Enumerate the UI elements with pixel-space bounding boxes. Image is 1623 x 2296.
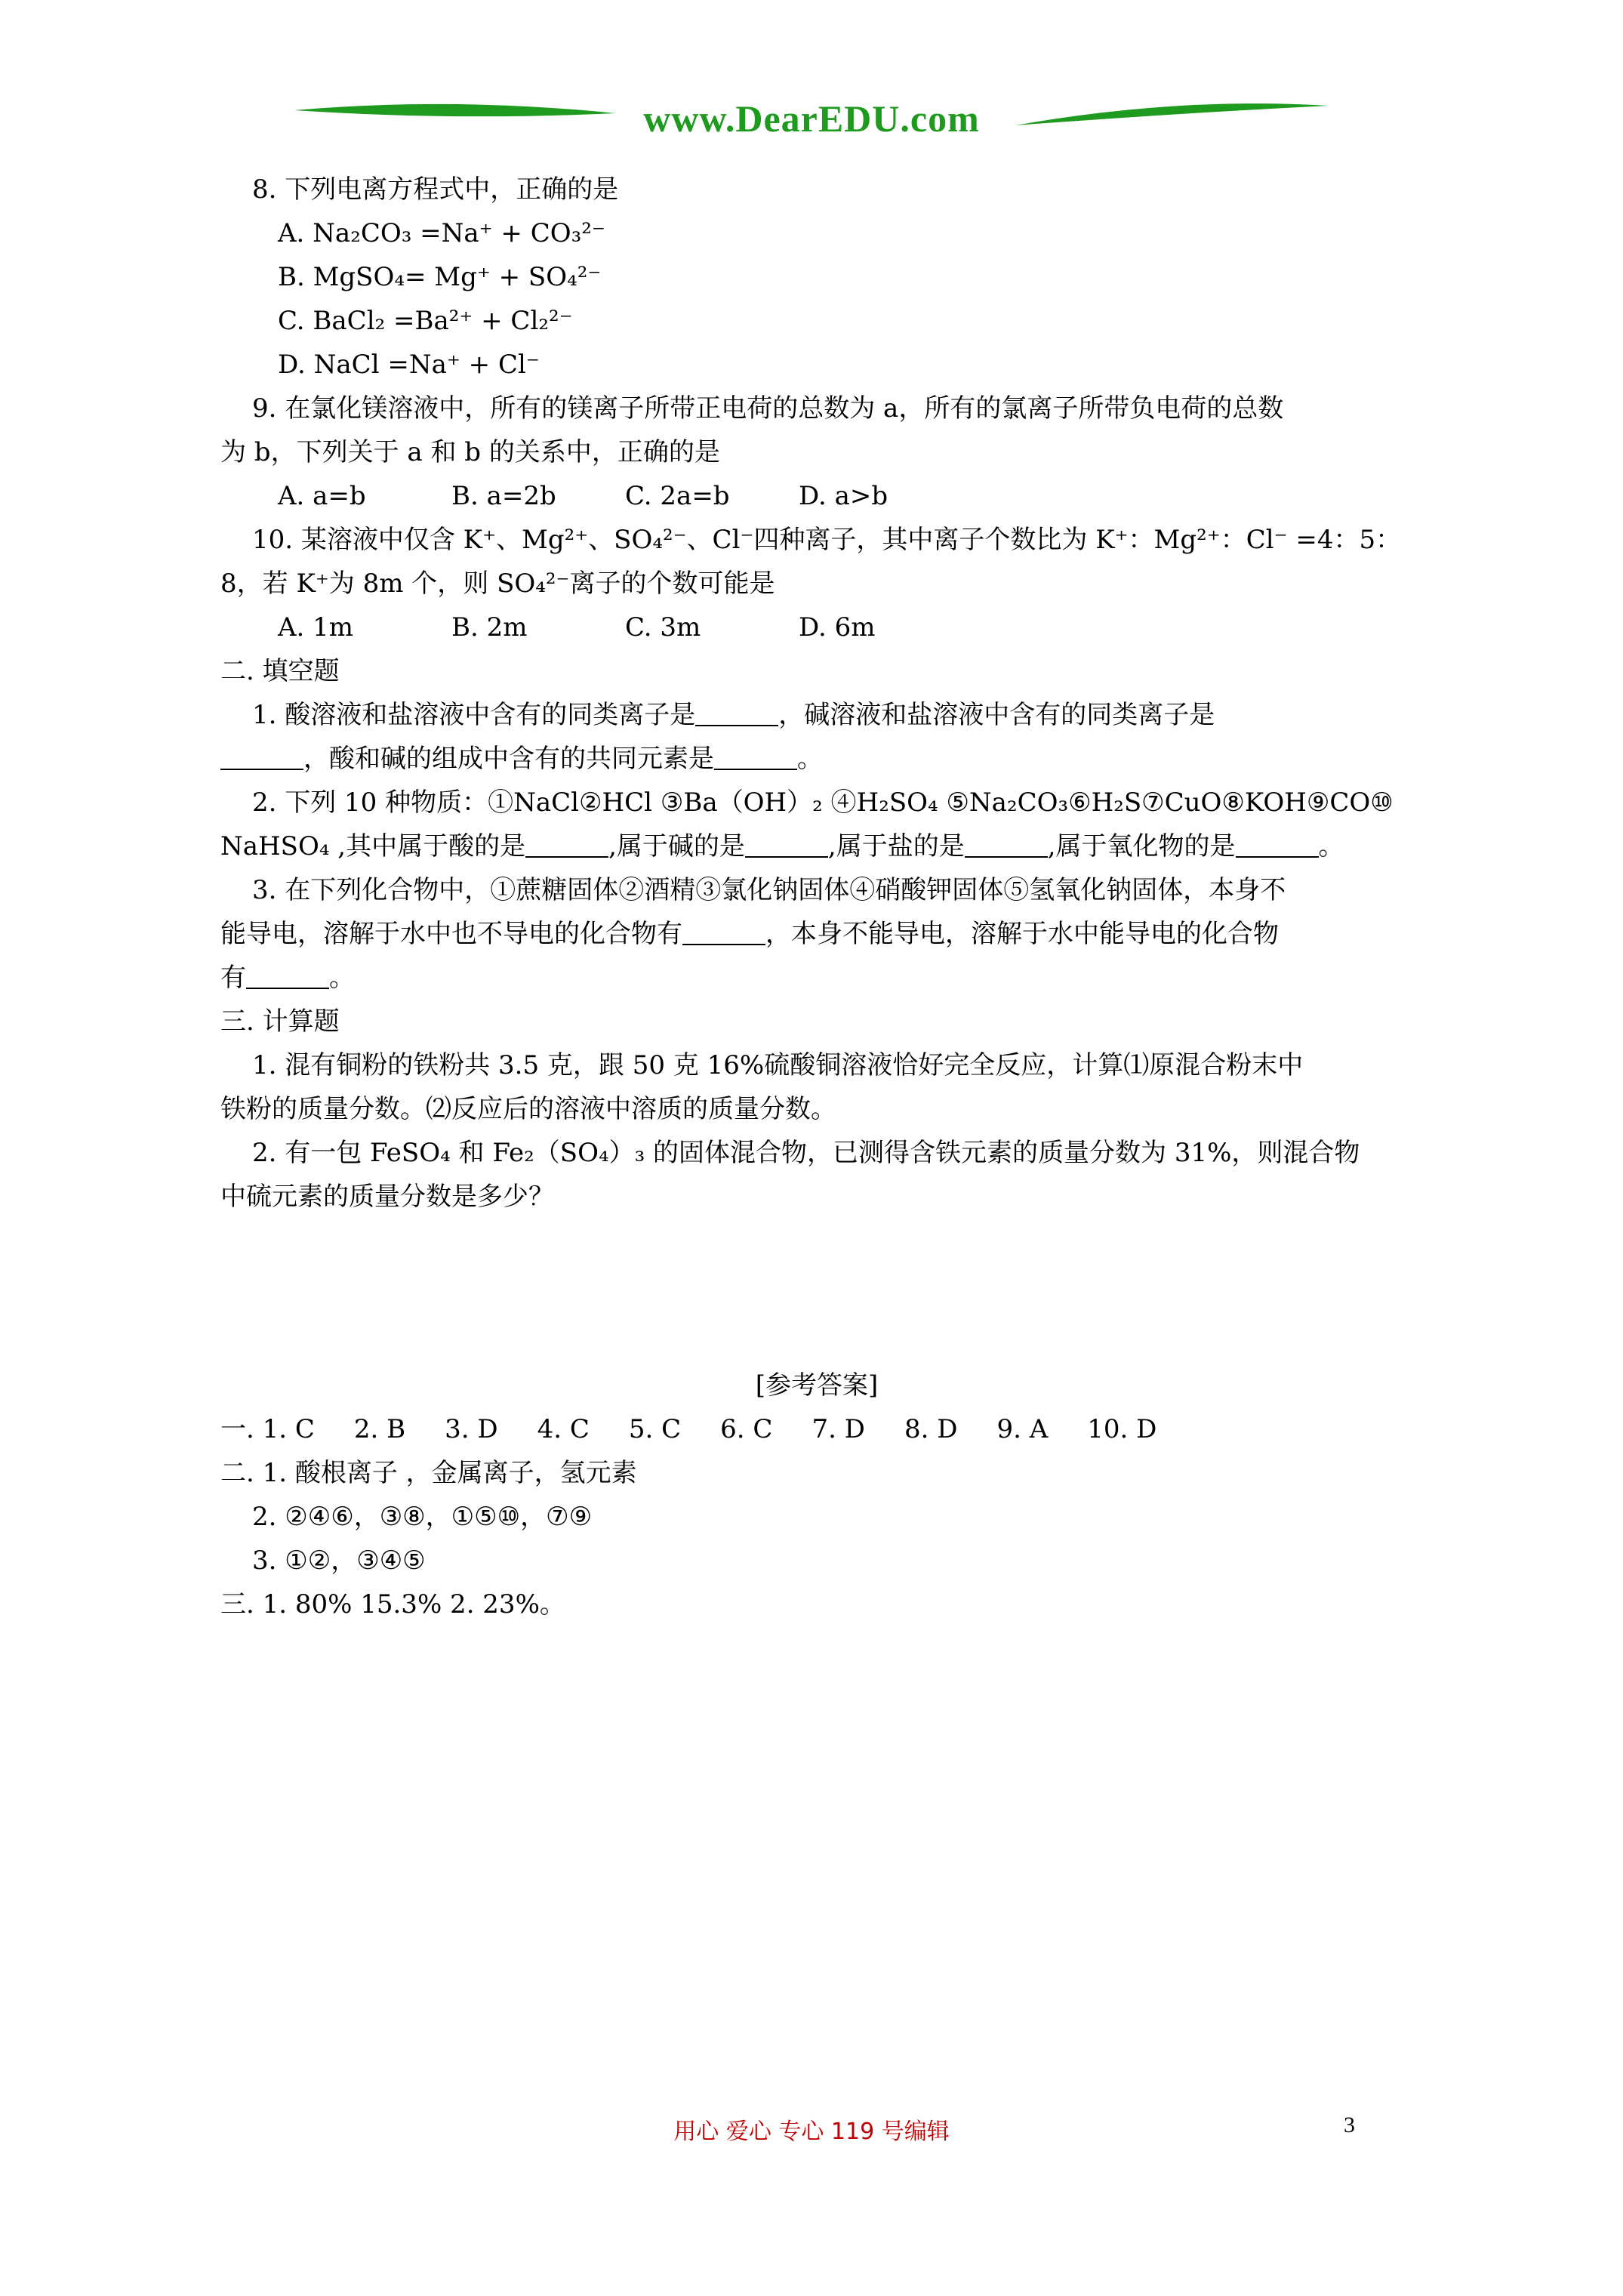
question-8-option-a: A. Na₂CO₃ =Na⁺ + CO₃²⁻	[278, 218, 605, 248]
page-footer	[0, 2113, 1623, 2150]
answer-blank[interactable]	[965, 831, 1048, 858]
question-10-stem: 10. 某溶液中仅含 K⁺、Mg²⁺、SO₄²⁻、Cl⁻四种离子，其中离子个数比为 K⁺：Mg²⁺：Cl⁻ =4：5：	[252, 525, 1402, 555]
answer-blank[interactable]	[745, 831, 828, 858]
answer-blank[interactable]	[682, 918, 765, 945]
answer-row-5: 三. 1. 80% 15.3% 2. 23%。	[220, 1589, 565, 1620]
answer-item: 4. C	[537, 1414, 590, 1444]
question-9-stem: 9. 在氯化镁溶液中，所有的镁离子所带正电荷的总数为 a，所有的氯离子所带负电荷的总数	[252, 393, 1284, 424]
answer-key-title: [参考答案]	[755, 1370, 879, 1401]
question-9-options	[220, 474, 1413, 518]
question-9-option: A. a=b	[278, 481, 366, 511]
section-3-title: 三. 计算题	[220, 1006, 340, 1037]
answer-item: 5. C	[628, 1414, 682, 1444]
document-body	[220, 168, 1413, 1626]
calc-question-1: 1. 混有铜粉的铁粉共 3.5 克，跟 50 克 16%硫酸铜溶液恰好完全反应，计算⑴原混合粉末中	[252, 1050, 1304, 1080]
answer-item: 2. B	[353, 1414, 406, 1444]
fill-question-3-cont: 能导电，溶解于水中也不导电的化合物有 ，本身不能导电，溶解于水中能导电的化合物	[220, 919, 1279, 949]
answer-item: 3. D	[445, 1414, 498, 1444]
answer-row-3: 2. ②④⑥，③⑧，①⑤⑩，⑦⑨	[252, 1502, 593, 1532]
answer-blank[interactable]	[695, 699, 778, 726]
fill-question-1-cont: ，酸和碱的组成中含有的共同元素是 。	[220, 737, 1413, 781]
question-10-option: D. 6m	[799, 612, 876, 643]
question-10-option: A. 1m	[278, 612, 354, 643]
answer-item: 1. C	[262, 1414, 315, 1444]
question-8-stem: 8. 下列电离方程式中，正确的是	[252, 174, 619, 205]
answer-blank[interactable]	[714, 743, 797, 770]
answer-item: 6. C	[720, 1414, 773, 1444]
site-header	[0, 0, 1623, 174]
question-9-stem-cont: 为 b，下列关于 a 和 b 的关系中，正确的是	[220, 437, 720, 467]
question-10-options	[220, 606, 1413, 649]
fill-question-3: 3. 在下列化合物中，①蔗糖固体②酒精③氯化钠固体④硝酸钾固体⑤氢氧化钠固体，本身不	[252, 875, 1286, 905]
answer-row-1: 一. 1. C 2. B 3. D 4. C 5. C 6. C 7. D 8. D 9. A 10. D	[220, 1407, 1413, 1451]
section-2-title: 二. 填空题	[220, 656, 340, 686]
answer-item: 8. D	[904, 1414, 958, 1444]
question-10-stem-cont: 8，若 K⁺为 8m 个，则 SO₄²⁻离子的个数可能是	[220, 569, 775, 599]
question-8-option-c: C. BaCl₂ =Ba²⁺ + Cl₂²⁻	[278, 306, 573, 336]
fill-question-1: 1. 酸溶液和盐溶液中含有的同类离子是 ，碱溶液和盐溶液中含有的同类离子是	[252, 700, 1215, 730]
fill-question-2: 2. 下列 10 种物质：①NaCl②HCl ③Ba（OH）₂ ④H₂SO₄ ⑤Na₂CO₃⑥H₂S⑦CuO⑧KOH⑨CO⑩	[252, 787, 1394, 818]
question-8-option-b: B. MgSO₄= Mg⁺ + SO₄²⁻	[278, 262, 602, 292]
question-9-option: D. a>b	[799, 481, 888, 511]
question-8-option-d: D. NaCl =Na⁺ + Cl⁻	[278, 350, 540, 380]
answer-row-4: 3. ①②，③④⑤	[252, 1546, 426, 1576]
answer-item: 10. D	[1087, 1414, 1157, 1444]
page-number: 3	[1344, 2113, 1355, 2137]
question-9-option: B. a=2b	[451, 481, 556, 511]
answer-blank[interactable]	[1236, 831, 1319, 858]
question-10-option: B. 2m	[451, 612, 528, 643]
site-logo[interactable]: www.DearEDU.com	[643, 97, 980, 140]
answer-item: 9. A	[996, 1414, 1049, 1444]
answer-row-2: 二. 1. 酸根离子 ，金属离子，氢元素	[220, 1458, 637, 1488]
answer-blank[interactable]	[246, 962, 329, 989]
calc-question-2: 2. 有一包 FeSO₄ 和 Fe₂（SO₄）₃ 的固体混合物，已测得含铁元素的质量分数为 31%，则混合物	[252, 1138, 1360, 1168]
calc-question-2-cont: 中硫元素的质量分数是多少？	[220, 1182, 554, 1212]
fill-question-2-cont: NaHSO₄ ,其中属于酸的是 ,属于碱的是 ,属于盐的是 ,属于氧化物的是 。	[220, 831, 1344, 861]
answer-blank[interactable]	[220, 743, 303, 770]
green-swoosh-decoration	[0, 0, 1623, 174]
answer-item: 7. D	[812, 1414, 865, 1444]
fill-question-3-end: 有 。	[220, 963, 355, 993]
question-9-option: C. 2a=b	[625, 481, 730, 511]
question-10-option: C. 3m	[625, 612, 701, 643]
footer-text: 用心 爱心 专心 119 号编辑	[673, 2119, 950, 2145]
answer-blank[interactable]	[525, 831, 608, 858]
calc-question-1-cont: 铁粉的质量分数。⑵反应后的溶液中溶质的质量分数。	[220, 1094, 836, 1124]
